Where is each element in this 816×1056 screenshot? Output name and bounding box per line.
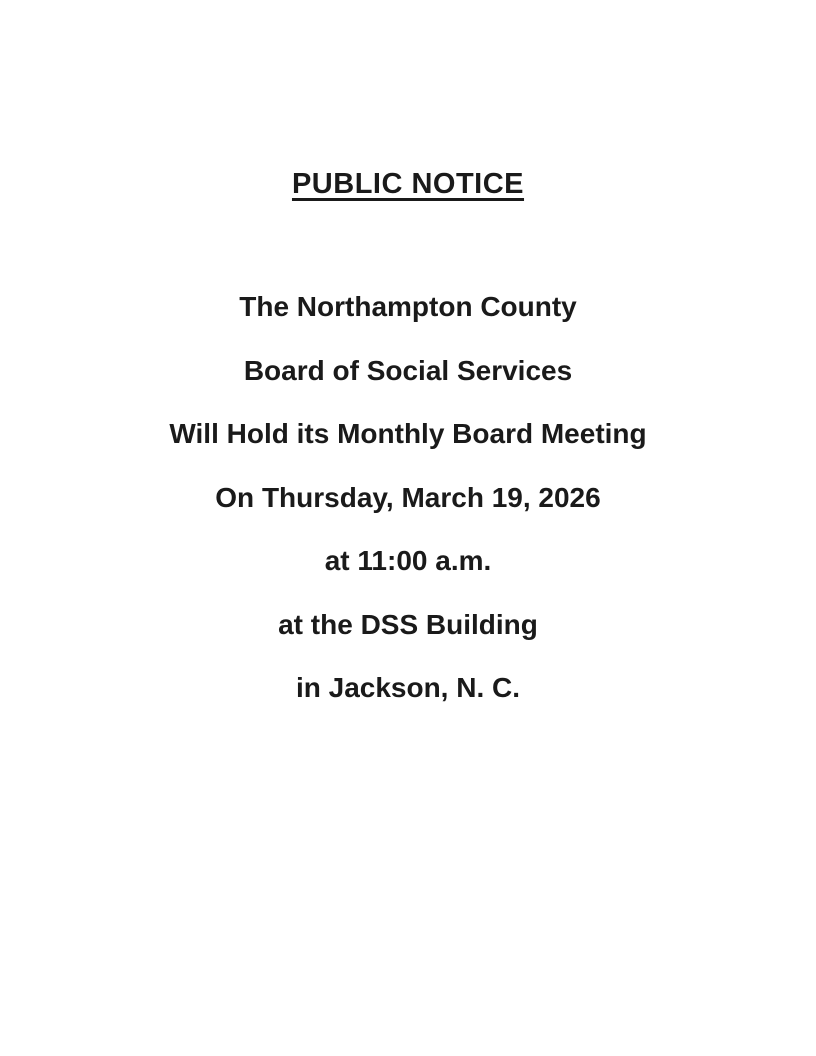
notice-body	[0, 275, 816, 720]
notice-line-organization-1: The Northampton County	[239, 291, 577, 322]
notice-line-time: at 11:00 a.m.	[324, 545, 492, 576]
notice-line-location-city: in Jackson, N. C.	[295, 672, 521, 703]
notice-title-text: PUBLIC NOTICE	[291, 168, 525, 200]
notice-title	[0, 0, 816, 201]
notice-line-event: Will Hold its Monthly Board Meeting	[169, 418, 647, 449]
notice-line-location-building: at the DSS Building	[278, 608, 538, 640]
notice-line-date: On Thursday, March 19, 2026	[215, 481, 601, 513]
notice-line-organization-2: Board of Social Services	[243, 354, 573, 386]
